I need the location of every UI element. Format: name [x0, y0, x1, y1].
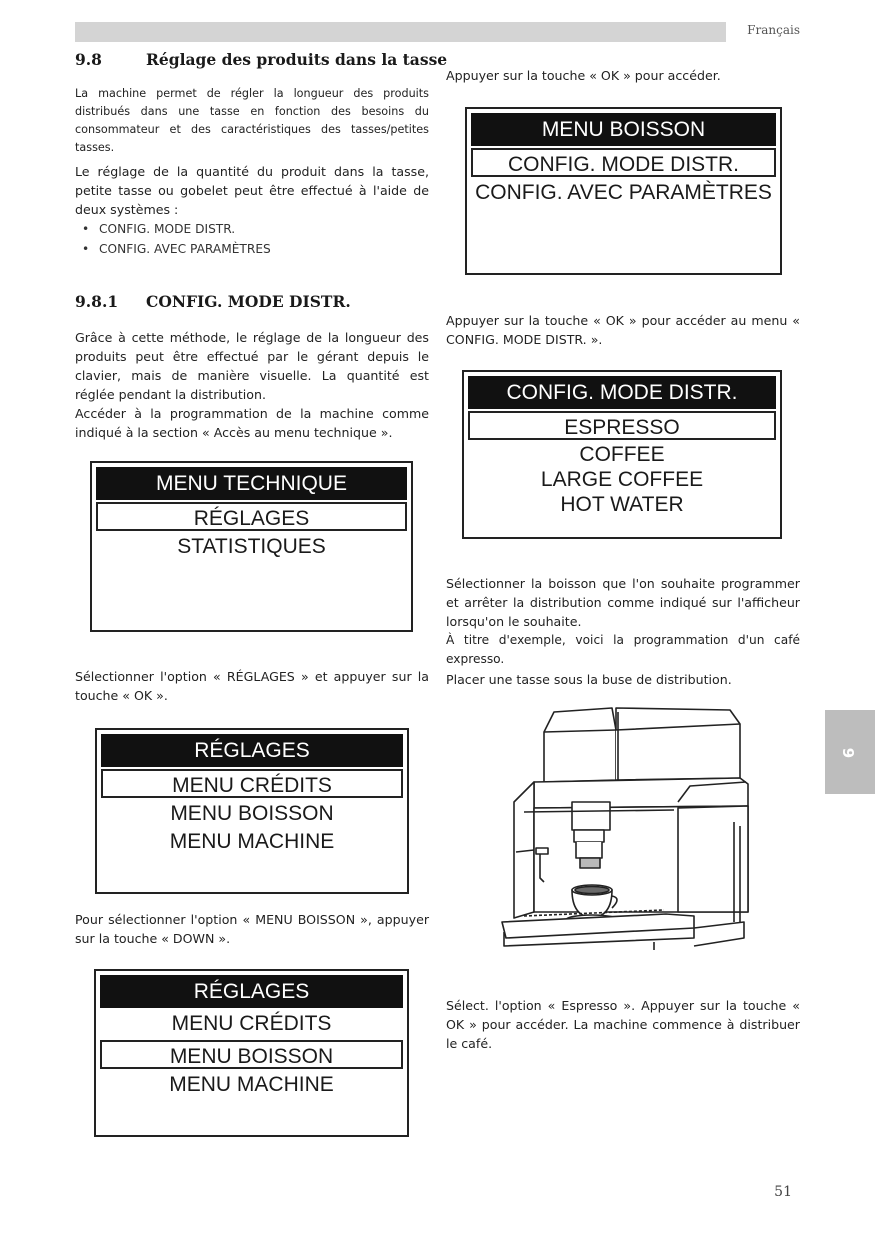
- coffee-machine-illustration: [494, 702, 756, 964]
- lcd-item: LARGE COFFEE: [540, 468, 704, 491]
- lcd-title: RÉGLAGES: [101, 734, 403, 767]
- systems-list: [75, 219, 429, 259]
- instruction-after-screen-5-a: Sélectionner la boisson que l'on souhaite programmer et arrêter la distribution comme indiqué sur l'afficheur lorsqu'on le souhaite.: [446, 576, 800, 629]
- section-number: 9.8: [75, 50, 102, 69]
- subsection-number: 9.8.1: [75, 292, 119, 311]
- language-label: Français: [747, 23, 800, 37]
- lcd-screen-reglages-2: [94, 969, 409, 1137]
- subsection-text-1: Grâce à cette méthode, le réglage de la longueur des produits peut être effectué par le gérant depuis le clavier, mais de manière visuelle. La quantité est réglée pendant la distribution.: [75, 330, 429, 402]
- lcd-item: MENU MACHINE: [169, 1073, 334, 1096]
- lcd-item: MENU BOISSON: [170, 802, 334, 825]
- lcd-title: MENU TECHNIQUE: [96, 467, 407, 500]
- instruction-cup: Placer une tasse sous la buse de distribution.: [446, 672, 732, 687]
- lcd-title: CONFIG. MODE DISTR.: [468, 376, 776, 409]
- subsection-title: CONFIG. MODE DISTR.: [146, 292, 351, 311]
- lcd-item: MENU MACHINE: [169, 830, 335, 853]
- lcd-screen-config-mode-distr: [462, 370, 782, 539]
- lcd-title: MENU BOISSON: [471, 113, 776, 146]
- lcd-item-selected: MENU BOISSON: [100, 1040, 403, 1069]
- header-bar: [75, 22, 726, 42]
- instruction-after-screen-2: Pour sélectionner l'option « MENU BOISSON », appuyer sur la touche « DOWN ».: [75, 912, 429, 946]
- lcd-screen-menu-boisson: [465, 107, 782, 275]
- instruction-after-screen-5-b: À titre d'exemple, voici la programmation d'un café expresso.: [446, 633, 800, 666]
- chapter-tab-label: 9: [839, 747, 858, 759]
- instruction-after-screen-4: Appuyer sur la touche « OK » pour accéder au menu « CONFIG. MODE DISTR. ».: [446, 313, 800, 347]
- section-title: Réglage des produits dans la tasse: [146, 50, 448, 69]
- chapter-tab: [825, 710, 875, 794]
- lcd-item: COFFEE: [579, 443, 665, 466]
- instruction-after-screen-1: Sélectionner l'option « RÉGLAGES » et appuyer sur la touche « OK ».: [75, 669, 429, 703]
- systems-text: Le réglage de la quantité du produit dans la tasse, petite tasse ou gobelet peut être effectué à l'aide de deux systèmes :: [75, 164, 429, 217]
- lcd-screen-reglages-1: [95, 728, 409, 894]
- lcd-item-selected: MENU CRÉDITS: [101, 769, 403, 798]
- list-item: • CONFIG. MODE DISTR.: [75, 219, 429, 239]
- list-item: • CONFIG. AVEC PARAMÈTRES: [75, 239, 429, 259]
- lcd-item: MENU CRÉDITS: [171, 1012, 332, 1035]
- lcd-item-selected: RÉGLAGES: [96, 502, 407, 531]
- lcd-item: CONFIG. AVEC PARAMÈTRES: [475, 181, 772, 204]
- instruction-final: Sélect. l'option « Espresso ». Appuyer sur la touche « OK » pour accéder. La machine commence à distribuer le café.: [446, 998, 800, 1051]
- lcd-screen-menu-technique: [90, 461, 413, 632]
- lcd-title: RÉGLAGES: [100, 975, 403, 1008]
- lcd-item: STATISTIQUES: [177, 535, 326, 558]
- section-intro: La machine permet de régler la longueur des produits distribués dans une tasse en fonction des besoins du consommateur et des caractéristiques des tasses/petites tasses.: [75, 87, 429, 154]
- subsection-text-2: Accéder à la programmation de la machine comme indiqué à la section « Accès au menu technique ».: [75, 406, 429, 440]
- lcd-item-selected: CONFIG. MODE DISTR.: [471, 148, 776, 177]
- lcd-item: HOT WATER: [560, 493, 684, 516]
- page-number: 51: [774, 1184, 792, 1200]
- instruction-before-screen-4: Appuyer sur la touche « OK » pour accéder.: [446, 68, 721, 83]
- lcd-item-selected: ESPRESSO: [468, 411, 776, 440]
